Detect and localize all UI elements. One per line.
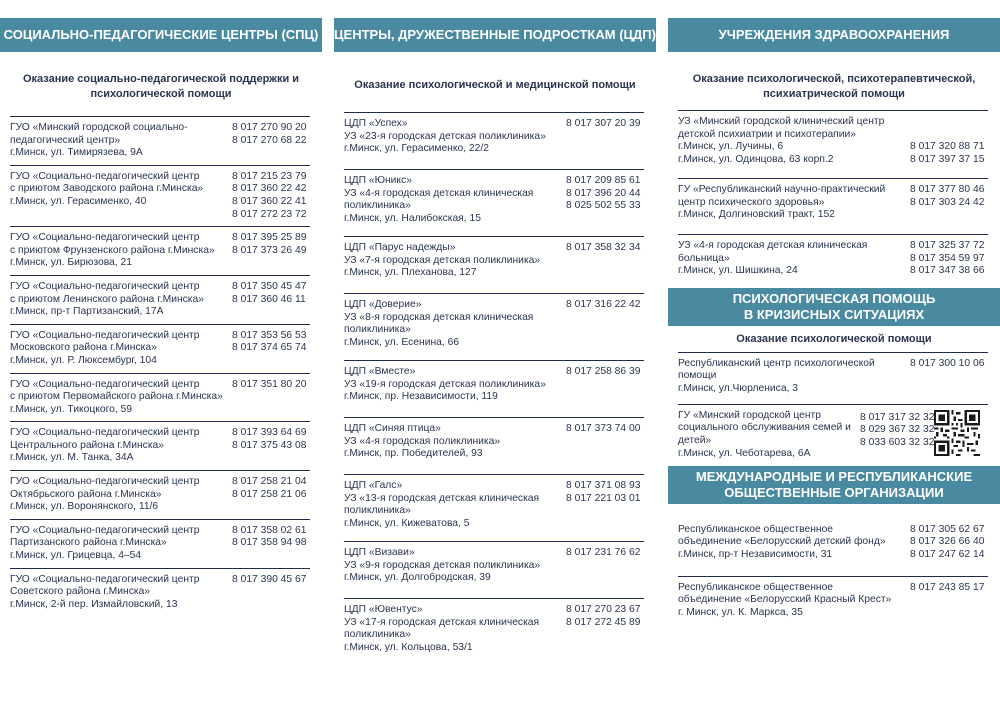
phone-number[interactable]: 8 017 377 80 46 <box>910 184 985 195</box>
entry-address: г.Минск, ул. Шишкина, 24 <box>678 265 798 277</box>
phone-number[interactable]: 8 029 367 32 32 <box>860 424 935 436</box>
entry-text: УЗ «8-я городская детская клиническая <box>344 311 534 323</box>
entry-text: объединение «Белорусский детский фонд» <box>678 536 886 548</box>
list-item <box>344 604 644 654</box>
phone-number[interactable]: 8 025 502 55 33 <box>566 200 641 212</box>
divider <box>10 519 310 520</box>
list-item <box>10 379 310 417</box>
entry-title: ЦДП «Парус надежды» <box>344 242 456 253</box>
list-item <box>344 242 644 288</box>
phone-number[interactable]: 8 017 353 56 53 <box>232 329 307 341</box>
entry-address: г.Минск, ул. Тимирязева, 9А <box>10 147 143 159</box>
entry-address: г.Минск, 2-й пер. Измайловский, 13 <box>10 598 178 610</box>
entry-text: поликлиника» <box>344 324 411 336</box>
entry-address: г.Минск, ул.Чюрлениса, 3 <box>678 382 798 394</box>
entry-address: г.Минск, ул. Бирюзова, 21 <box>10 257 132 269</box>
orgs-header-line: МЕЖДУНАРОДНЫЕ И РЕСПУБЛИКАНСКИЕ <box>695 468 973 484</box>
entry-text: ГУО «Социально-педагогический центр <box>10 476 200 488</box>
divider <box>344 360 644 361</box>
list-item <box>10 574 310 612</box>
entry-address: г.Минск, ул. Герасименко, 40 <box>10 195 147 207</box>
entry-text: УЗ «7-я городская детская поликлиника» <box>344 254 541 266</box>
entry-address: г.Минск, ул. Лучины, 6 <box>678 141 784 153</box>
divider <box>10 165 310 166</box>
entry-text: поликлиника» <box>344 629 411 641</box>
health-list <box>678 110 988 278</box>
list-item <box>10 427 310 465</box>
phone-number[interactable]: 8 017 221 03 01 <box>566 492 641 504</box>
entry-text: ГУ «Минский городской центр <box>678 409 821 421</box>
entry-address: г.Минск, пр-т Независимости, 31 <box>678 548 833 560</box>
entry-address: г.Минск, ул. Чеботарева, 6А <box>678 447 811 459</box>
entry-address: г.Минск, ул. Герасименко, 22/2 <box>344 143 489 155</box>
entry-text: поликлиника» <box>344 505 411 517</box>
list-item <box>678 116 988 168</box>
entry-text: УЗ «4-я городская детская клиническая <box>678 240 868 251</box>
entry-text: Республиканское общественное <box>678 523 834 535</box>
phone-number[interactable]: 8 017 243 85 17 <box>910 581 985 593</box>
divider <box>344 169 644 170</box>
divider <box>344 236 644 237</box>
list-item <box>10 281 310 319</box>
crisis-header <box>668 288 1000 326</box>
entry-text: ГУО «Социально-педагогический центр <box>10 524 200 536</box>
phone-number[interactable]: 8 017 374 65 74 <box>232 342 307 354</box>
phone-number[interactable]: 8 017 209 85 61 <box>566 175 641 186</box>
entry-text: УЗ «17-я городская детская клиническая <box>344 616 540 628</box>
entry-text: объединение «Белорусский Красный Крест» <box>678 594 892 606</box>
entry-address: г.Минск, ул. Плеханова, 127 <box>344 267 477 279</box>
entry-text: педагогический центр» <box>10 134 121 146</box>
phone-number[interactable]: 8 017 354 59 97 <box>910 252 985 264</box>
cdp-column <box>334 18 656 654</box>
crisis-subtitle: Оказание психологической помощи <box>736 332 932 345</box>
cdp-header: ЦЕНТРЫ, ДРУЖЕСТВЕННЫЕ ПОДРОСТКАМ (ЦДП) <box>334 18 656 52</box>
divider <box>678 404 988 405</box>
entry-title: ЦДП «Галс» <box>344 480 403 491</box>
phone-number[interactable]: 8 017 247 62 14 <box>910 548 985 560</box>
list-item <box>344 366 644 412</box>
entry-address: г.Минск, пр. Победителей, 93 <box>344 448 483 460</box>
entry-address: г.Минск, ул. Есенина, 66 <box>344 336 460 348</box>
phone-number[interactable]: 8 017 270 23 67 <box>566 604 641 615</box>
divider <box>344 417 644 418</box>
list-item <box>344 480 644 536</box>
list-item <box>344 299 644 355</box>
entry-text: ГУО «Социально-педагогический центр <box>10 427 200 439</box>
divider <box>344 474 644 475</box>
entry-text: поликлиника» <box>344 200 411 212</box>
divider <box>10 226 310 227</box>
entry-address: г.Минск, пр. Независимости, 119 <box>344 391 498 403</box>
list-item <box>678 524 988 566</box>
phone-number[interactable]: 8 017 360 22 42 <box>232 183 307 195</box>
entry-text: Советского района г.Минска» <box>10 586 151 598</box>
entry-text: Республиканское общественное <box>678 581 834 593</box>
cdp-subtitle: Оказание психологической и медицинской помощи <box>354 79 636 91</box>
phone-number[interactable]: 8 017 215 23 79 <box>232 170 307 182</box>
entry-text: Центрального района г.Минска» <box>10 439 165 451</box>
entry-text: УЗ «23-я городская детская поликлиника» <box>344 130 546 142</box>
phone-number[interactable]: 8 017 358 94 98 <box>232 537 307 549</box>
phone-number[interactable]: 8 017 358 32 34 <box>566 242 641 253</box>
entry-text: помощи <box>678 370 717 382</box>
spc-list <box>10 116 310 611</box>
entry-address: г.Минск, ул. Грицевца, 4–54 <box>10 550 142 562</box>
phone-number[interactable]: 8 017 326 66 40 <box>910 536 985 548</box>
entry-title: ЦДП «Синяя птица» <box>344 423 441 434</box>
entry-address: г.Минск, ул. Тикоцкого, 59 <box>10 403 133 415</box>
divider <box>678 576 988 577</box>
phone-number[interactable]: 8 017 258 21 06 <box>232 488 307 500</box>
phone-number[interactable]: 8 017 397 37 15 <box>910 153 985 165</box>
phone-number[interactable]: 8 017 351 80 20 <box>232 378 307 390</box>
list-item <box>344 423 644 469</box>
health-header: УЧРЕЖДЕНИЯ ЗДРАВООХРАНЕНИЯ <box>668 18 1000 52</box>
list-item <box>10 476 310 514</box>
crisis-header-line: В КРИЗИСНЫХ СИТУАЦИЯХ <box>743 306 925 322</box>
list-item <box>10 232 310 270</box>
divider <box>10 421 310 422</box>
phone-number[interactable]: 8 017 350 45 47 <box>232 280 307 292</box>
entry-text: Московского района г.Минска» <box>10 342 157 354</box>
list-item <box>10 122 310 160</box>
entry-text: УЗ «4-я городская детская клиническая <box>344 187 534 199</box>
entry-text: ГУО «Социально-педагогический центр <box>10 280 200 292</box>
entry-address: г.Минск, ул. Одинцова, 63 корп.2 <box>678 153 834 165</box>
list-item <box>678 410 988 460</box>
phone-number[interactable]: 8 017 270 68 22 <box>232 134 307 146</box>
entry-title: ЦДП «Юникс» <box>344 175 412 186</box>
entry-address: г.Минск, Долгиновский тракт, 152 <box>678 209 835 221</box>
entry-title: ЦДП «Ювентус» <box>344 604 423 615</box>
entry-address: г.Минск, ул. М. Танка, 34А <box>10 452 134 464</box>
crisis-header-line: ПСИХОЛОГИЧЕСКАЯ ПОМОЩЬ <box>732 290 936 306</box>
phone-number[interactable]: 8 017 272 23 72 <box>232 208 307 220</box>
list-item <box>10 330 310 368</box>
spc-header: СОЦИАЛЬНО-ПЕДАГОГИЧЕСКИЕ ЦЕНТРЫ (СПЦ) <box>0 18 322 52</box>
entry-text: ГУО «Социально-педагогический центр <box>10 573 200 585</box>
phone-number[interactable]: 8 017 360 46 11 <box>232 293 306 305</box>
phone-number[interactable]: 8 017 270 90 20 <box>232 122 307 133</box>
entry-text: Октябрьского района г.Минска» <box>10 488 162 500</box>
health-subtitle: Оказание психологической, психотерапевтической, психиатрической помощи <box>692 73 976 100</box>
phone-number[interactable]: 8 017 393 64 69 <box>232 427 307 439</box>
phone-number[interactable]: 8 017 375 43 08 <box>232 439 307 451</box>
entry-title: ЦДП «Вместе» <box>344 366 416 377</box>
divider <box>344 598 644 599</box>
phone-number[interactable]: 8 017 347 38 66 <box>910 265 985 277</box>
entry-text: ГУО «Минский городской социально- <box>10 122 188 133</box>
entry-address: г.Минск, ул. Долгобродская, 39 <box>344 572 491 584</box>
phone-number[interactable]: 8 017 258 86 39 <box>566 366 641 377</box>
entry-title: ЦДП «Успех» <box>344 118 408 129</box>
entry-address: г.Минск, ул. Кижеватова, 5 <box>344 517 470 529</box>
entry-address: г.Минск, ул. Кольцова, 53/1 <box>344 641 473 653</box>
phone-number[interactable]: 8 017 360 22 41 <box>232 195 307 207</box>
divider <box>344 112 644 113</box>
phone-number[interactable]: 8 017 307 20 39 <box>566 118 641 129</box>
divider <box>10 568 310 569</box>
divider <box>10 470 310 471</box>
phone-number[interactable]: 8 017 395 25 89 <box>232 232 307 244</box>
divider <box>10 324 310 325</box>
list-item <box>344 118 644 164</box>
list-item <box>678 240 988 278</box>
phone-number[interactable]: 8 017 373 26 49 <box>232 244 307 256</box>
entry-text: социального обслуживания семей и <box>678 422 851 434</box>
entry-text: УЗ «13-я городская детская клиническая <box>344 492 540 504</box>
phone-number[interactable]: 8 017 325 37 72 <box>910 240 985 251</box>
phone-number[interactable]: 8 017 316 22 42 <box>566 299 641 310</box>
entry-text: с приютом Ленинского района г.Минска» <box>10 293 204 305</box>
entry-title: ЦДП «Доверие» <box>344 299 422 310</box>
entry-text: Партизанского района г.Минска» <box>10 537 167 549</box>
entry-text: с приютом Фрунзенского района г.Минска» <box>10 244 215 256</box>
spc-column <box>0 18 322 611</box>
entry-text: ГУ «Республиканский научно-практический <box>678 184 886 195</box>
orgs-header <box>668 466 1000 504</box>
phone-number[interactable]: 8 017 258 21 04 <box>232 476 307 488</box>
spc-subtitle: Оказание социально-педагогической поддержки и психологической помощи <box>22 73 300 100</box>
cdp-list <box>344 112 644 654</box>
divider <box>344 293 644 294</box>
entry-address: г.Минск, пр-т Партизанский, 17А <box>10 306 164 318</box>
health-column <box>668 18 1000 620</box>
divider <box>678 178 988 179</box>
list-item <box>678 184 988 226</box>
entry-title: ЦДП «Визави» <box>344 547 415 558</box>
entry-address: г. Минск, ул. К. Маркса, 35 <box>678 606 803 618</box>
phone-number[interactable]: 8 017 231 76 62 <box>566 547 641 558</box>
entry-text: детей» <box>678 434 712 446</box>
phone-number[interactable]: 8 017 390 45 67 <box>232 573 307 585</box>
phone-number[interactable]: 8 017 272 45 89 <box>566 616 641 628</box>
divider <box>678 110 988 111</box>
entry-text: центр психического здоровья» <box>678 196 825 208</box>
entry-text: ГУО «Социально-педагогический центр <box>10 329 200 341</box>
list-item <box>10 171 310 221</box>
list-item <box>344 175 644 231</box>
phone-number[interactable]: 8 017 317 32 32 <box>860 411 935 423</box>
list-item <box>10 525 310 563</box>
divider <box>10 373 310 374</box>
crisis-list <box>678 352 988 460</box>
entry-text: УЗ «9-я городская детская поликлиника» <box>344 559 541 571</box>
entry-address: г.Минск, ул. Р. Люксембург, 104 <box>10 354 157 366</box>
phone-number[interactable]: 8 017 305 62 67 <box>910 523 985 535</box>
entry-text: ГУО «Социально-педагогический центр <box>10 232 200 244</box>
entry-text: ГУО «Социально-педагогический центр <box>10 378 200 390</box>
entry-address: г.Минск, ул. Воронянского, 11/6 <box>10 501 159 513</box>
entry-text: УЗ «4-я городская поликлиника» <box>344 435 501 447</box>
orgs-header-line: ОБЩЕСТВЕННЫЕ ОРГАНИЗАЦИИ <box>724 484 944 500</box>
divider <box>344 541 644 542</box>
phone-number[interactable]: 8 017 300 10 06 <box>910 357 985 369</box>
qr-code-icon[interactable] <box>934 410 980 456</box>
entry-text: УЗ «19-я городская детская поликлиника» <box>344 378 546 390</box>
entry-text: УЗ «Минский городской клинический центр <box>678 116 885 127</box>
phone-number[interactable]: 8 017 371 08 93 <box>566 480 641 491</box>
divider <box>678 234 988 235</box>
list-item <box>678 358 988 400</box>
entry-text: Республиканский центр психологической <box>678 357 875 369</box>
phone-number[interactable]: 8 017 358 02 61 <box>232 524 307 536</box>
entry-text: детской психиатрии и психотерапии» <box>678 128 856 140</box>
orgs-list <box>678 524 988 620</box>
phone-number[interactable]: 8 017 320 88 71 <box>910 141 985 152</box>
entry-text: больница» <box>678 252 730 264</box>
phone-number[interactable]: 8 017 396 20 44 <box>566 187 641 199</box>
entry-text: ГУО «Социально-педагогический центр <box>10 170 200 182</box>
divider <box>678 352 988 353</box>
entry-address: г.Минск, ул. Налибокская, 15 <box>344 212 481 224</box>
phone-number[interactable]: 8 017 373 74 00 <box>566 423 641 434</box>
entry-text: с приютом Первомайского района г.Минска» <box>10 391 223 403</box>
phone-number[interactable]: 8 033 603 32 32 <box>860 436 935 448</box>
list-item <box>678 582 988 620</box>
list-item <box>344 547 644 593</box>
divider <box>10 116 310 117</box>
divider <box>10 275 310 276</box>
entry-text: с приютом Заводского района г.Минска» <box>10 183 204 195</box>
phone-number[interactable]: 8 017 303 24 42 <box>910 196 985 208</box>
